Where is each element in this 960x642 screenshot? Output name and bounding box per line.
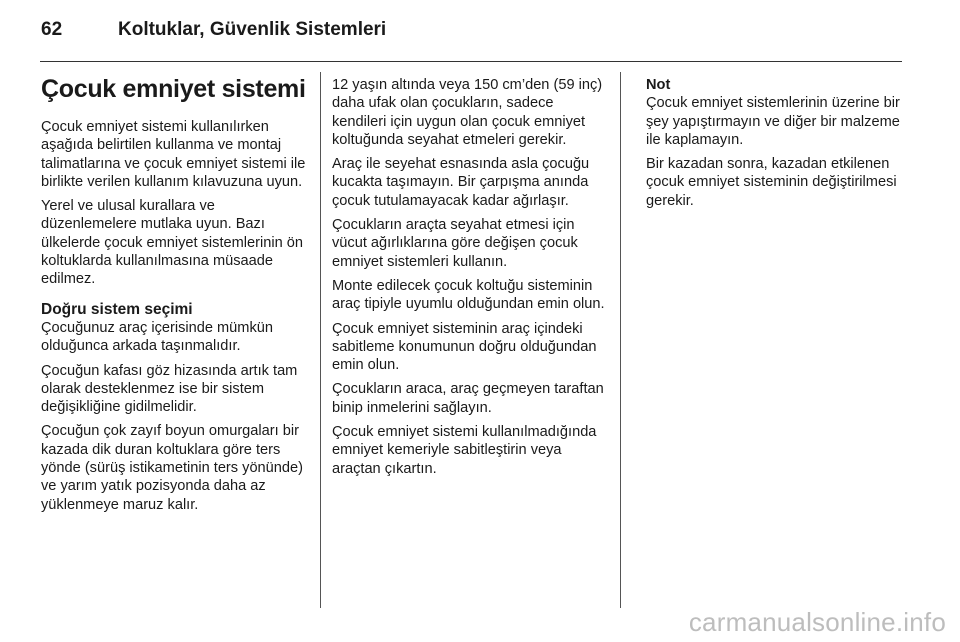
section-title: Çocuk emniyet sistemi [41,75,306,103]
paragraph: Çocuk emniyet sisteminin araç içindeki sabitleme konumunun doğru olduğundan emin olun. [332,320,597,374]
paragraph: Çocukların araçta seyahat etmesi için vücut ağırlıklarına göre değişen çocuk emniyet sistemleri kullanın. [332,217,578,270]
subheading: Doğru sistem seçimi [41,300,193,318]
column-divider-left [320,72,321,608]
column-1 [41,72,311,520]
paragraph: Monte edilecek çocuk koltuğu sisteminin araç tipiyle uyumlu olduğundan emin olun. [332,277,605,313]
note-paragraph: Çocuk emniyet sistemlerinin üzerine bir şey yapıştırmayın ve diğer bir malzeme ile kaplamayın. [646,95,900,148]
paragraph: Çocuğunuz araç içerisinde mümkün olduğunca arkada taşınmalıdır. [41,319,273,355]
paragraph: Çocuk emniyet sistemi kullanılırken aşağıda belirtilen kullanma ve montaj talimatlarına ve çocuk emniyet sistemi ile birlikte verilen kullanım kılavuzuna uyun. [41,119,306,190]
paragraph: Yerel ve ulusal kurallara ve düzenlemelere mutlaka uyun. Bazı ülkelerde çocuk emniyet sistemlerinin ön koltuklarda kullanılmasına müsaade edilmez. [41,198,303,288]
column-3 [646,76,906,216]
note-paragraph: Bir kazadan sonra, kazadan etkilenen çocuk emniyet sisteminin değiştirilmesi gerekir. [646,156,897,209]
column-2 [332,76,607,484]
running-title: Koltuklar, Güvenlik Sistemleri [118,19,387,40]
paragraph: 12 yaşın altında veya 150 cm’den (59 inç) daha ufak olan çocukların, sadece kendileri için uygun olan çocuk emniyet koltuğunda seyahat etmeleri gerekir. [332,77,603,148]
paragraph: Araç ile seyehat esnasında asla çocuğu kucakta taşımayın. Bir çarpışma anında çocuk tutulamayacak kadar ağırlaşır. [332,156,590,209]
paragraph: Çocuk emniyet sistemi kullanılmadığında emniyet kemeriyle sabitleştirin veya araçtan çıkartın. [332,424,597,477]
note-label: Not [646,77,671,93]
paragraph: Çocukların araca, araç geçmeyen taraftan binip inmelerini sağlayın. [332,381,604,416]
page-number: 62 [41,19,63,40]
watermark: carmanualsonline.info [688,607,946,637]
header-rule [40,61,902,62]
column-divider-right [620,72,621,608]
paragraph: Çocuğun çok zayıf boyun omurgaları bir kazada dik duran koltuklara göre ters yönde (sürüş istikametinin ters yönünde) ve yarım yatık pozisyonda daha az yüklenmeye maruz kalır. [41,423,304,513]
paragraph: Çocuğun kafası göz hizasında artık tam olarak desteklenmez ise bir sistem değişikliğine gidilmelidir. [41,362,298,416]
